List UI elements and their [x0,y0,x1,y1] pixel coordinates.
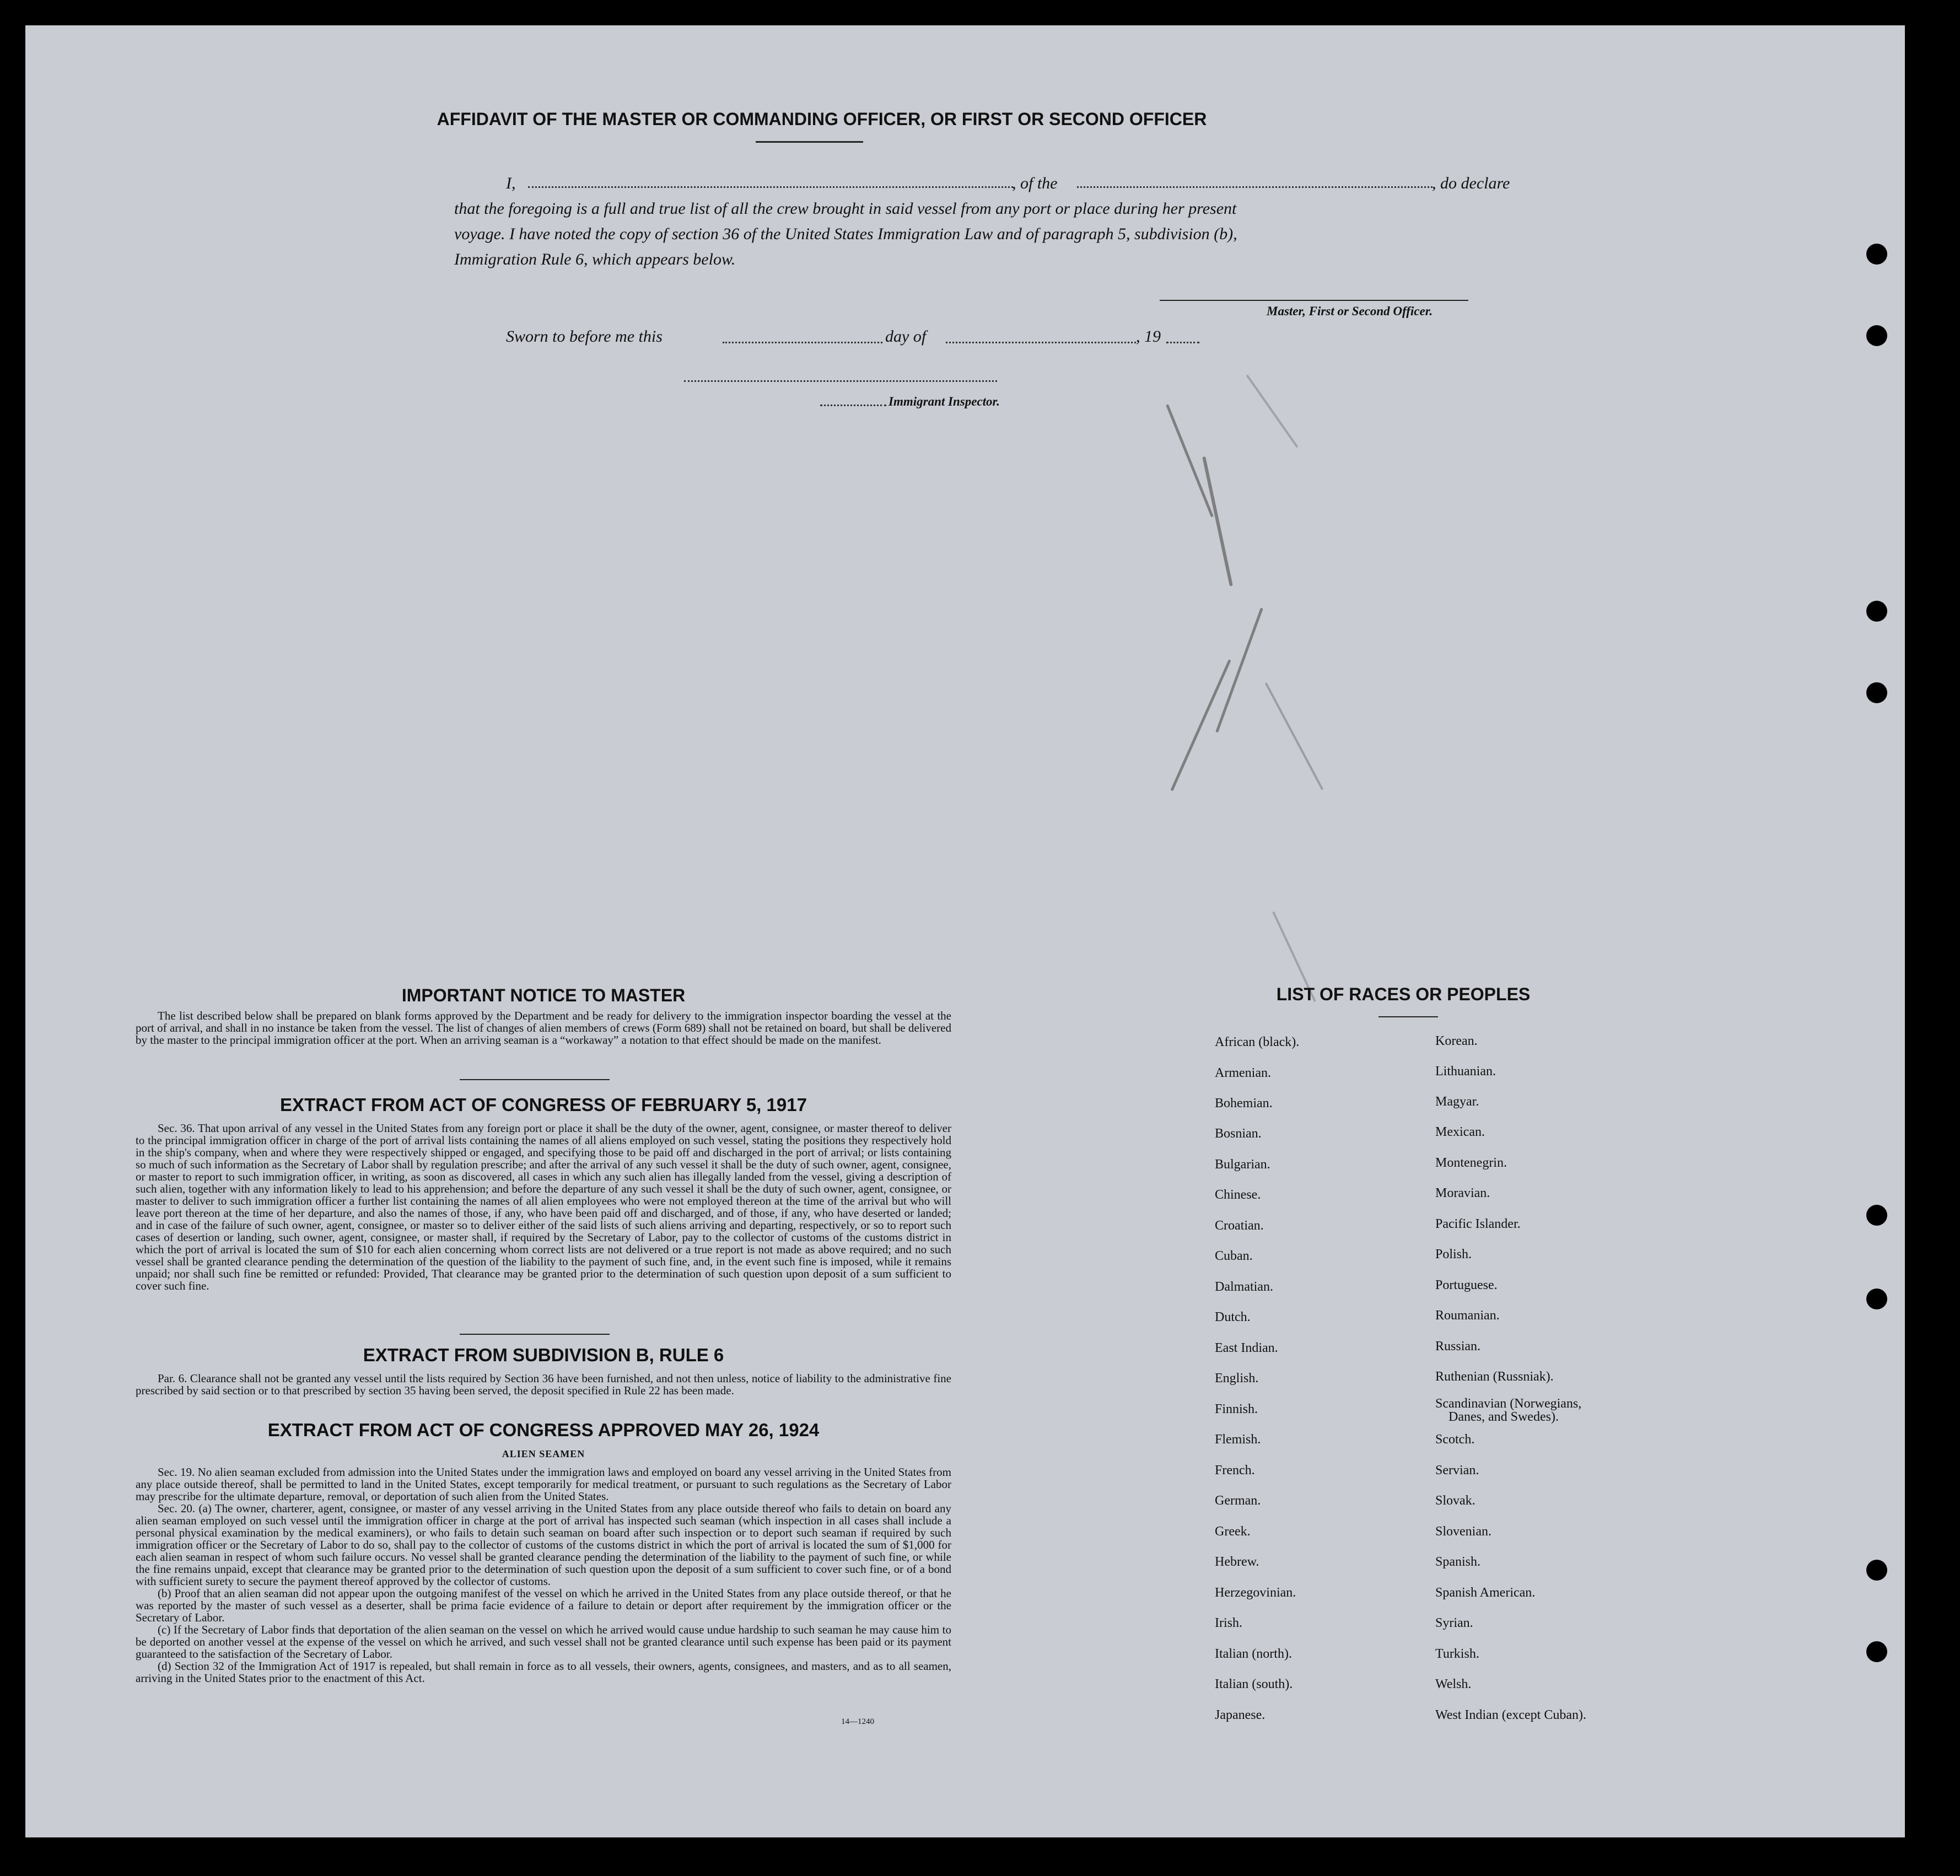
race-item: Scandinavian (Norwegians, [1435,1397,1582,1411]
race-item: Magyar. [1435,1095,1479,1109]
race-item: Italian (south). [1215,1677,1293,1691]
extract-1917-divider [460,1334,610,1335]
race-item: Welsh. [1435,1677,1472,1691]
affidavit-do-declare: , do declare [1432,174,1510,192]
race-item: Italian (north). [1215,1647,1292,1661]
races-title: LIST OF RACES OR PEOPLES [1276,984,1531,1004]
extract-1924-paragraph: Sec. 20. (a) The owner, charterer, agent, consignee, or master of any vessel arriving in the United States from any place outside thereof who fails to detain on board any alien seaman employed on such vessel until the immigration officer in charge at the port of arrival has inspected such seaman (which inspection in all cases shall include a personal physical examination by the medical examiners), or who fails to detain such seaman on board after such inspection or to deport such seaman if required by such immigration officer or the Secretary of Labor to do so, shall pay to the collector of customs of the customs district in which the port of arrival is located the sum of $1,000 for each alien seaman in respect of whom such failure occurs. No vessel shall be granted clearance pending the determination of the liability to the payment of such fine, or while the fine remains unpaid, except that clearance may be granted prior to the determination of such question upon the deposit of a sum sufficient to cover such fine, or of a bond with sufficient surety to secure the payment thereof approved by the collector of customs. [136,1502,951,1588]
affidavit-line-3: voyage. I have noted the copy of section 36 of the United States Immigration Law and of paragraph 5, subdivision (b), [454,225,1237,243]
race-item: Chinese. [1215,1188,1261,1202]
race-item: Lithuanian. [1435,1064,1496,1079]
race-item: Finnish. [1215,1402,1258,1416]
day-blank [723,342,882,343]
race-item: Hebrew. [1215,1555,1259,1569]
race-item: Slovak. [1435,1494,1476,1508]
race-item: Turkish. [1435,1647,1479,1661]
race-item: Dalmatian. [1215,1280,1273,1294]
race-item: Bohemian. [1215,1096,1273,1110]
race-item: Flemish. [1215,1432,1261,1447]
notice-divider [460,1079,610,1080]
race-item: Mexican. [1435,1125,1485,1139]
master-signature-line [1160,300,1468,301]
race-item: Korean. [1435,1034,1478,1048]
affidavit-title: AFFIDAVIT OF THE MASTER OR COMMANDING OFFICER, OR FIRST OR SECOND OFFICER [437,109,1207,129]
race-item: Servian. [1435,1463,1479,1478]
extract-1917-text: Sec. 36. That upon arrival of any vessel in the United States from any foreign port or place it shall be the duty of the owner, agent, consignee, or master thereof to deliver to the principal immigration officer in charge of the port of arrival lists containing the names of all aliens employed on such vessel, stating the positions they respectively hold in the ship's company, when and where they were respectively shipped or engaged, and specifying those to be paid off and discharged in the port of arrival; or lists containing so much of such information as the Secretary of Labor shall by regulation prescribe; and after the arrival of any such vessel it shall be the duty of such owner, agent, consignee, or master to report to such immigration officer, in writing, as soon as discovered, all cases in which any such alien has illegally landed from the vessel, giving a description of such alien, together with any information likely to lead to his apprehension; and before the departure of any such vessel it shall be the duty of such owner, agent, consignee, or master to deliver to such immigration officer a further list containing the names of all alien employees who were not employed thereon at the time of the arrival but who will leave port thereon at the time of her departure, and also the names of those, if any, who have been paid off and discharged, and of those, if any, who have deserted or landed; and in case of the failure of such owner, agent, consignee, or master so to deliver either of the said lists of such aliens arriving and departing, respectively, or so to report such cases of desertion or landing, such owner, agent, consignee, or master shall, if required by the Secretary of Labor, pay to the collector of customs of the customs district in which the port of arrival is located the sum of $10 for each alien concerning whom correct lists are not delivered or a true report is not made as above required; and no such vessel shall be granted clearance pending the determination of the question of the liability to the payment of such fine, and, in the event such fine is imposed, while it remains unpaid; nor shall such fine be remitted or refunded: Provided, That clearance may be granted prior to the determination of such question upon deposit of a sum sufficient to cover such fine. [136,1122,951,1292]
month-blank [946,342,1136,343]
race-item: Dutch. [1215,1310,1251,1324]
race-item: Pacific Islander. [1435,1217,1521,1231]
race-item: Syrian. [1435,1616,1473,1630]
race-item: Herzegovinian. [1215,1586,1296,1600]
races-title-underline [1379,1016,1438,1017]
document-page [25,25,1905,1837]
race-item: Polish. [1435,1247,1472,1262]
race-item: West Indian (except Cuban). [1435,1708,1586,1722]
notice-text-block [136,1010,951,1046]
extract-1924-block [136,1466,951,1684]
name-blank [528,186,1013,188]
notice-title: IMPORTANT NOTICE TO MASTER [401,985,686,1005]
title-underline [756,141,863,143]
race-item: Danes, and Swedes). [1449,1410,1559,1424]
race-item: Moravian. [1435,1186,1490,1200]
vessel-blank [1077,186,1433,188]
year-blank [1166,342,1199,343]
extract-rule6-title: EXTRACT FROM SUBDIVISION B, RULE 6 [363,1345,724,1365]
extract-rule6-block [136,1372,951,1397]
race-item: Russian. [1435,1339,1481,1354]
master-signature-label: Master, First or Second Officer. [1267,304,1433,318]
race-item: Irish. [1215,1616,1242,1630]
race-item: Greek. [1215,1524,1251,1539]
race-item: Roumanian. [1435,1308,1500,1323]
form-number: 14—1240 [841,1717,874,1726]
inspector-label: Immigrant Inspector. [889,395,1000,408]
race-item: English. [1215,1371,1259,1386]
race-item: Armenian. [1215,1066,1271,1080]
extract-rule6-text: Par. 6. Clearance shall not be granted any vessel until the lists required by Section 36 have been furnished, and not then unless, notice of liability to the administrative fine prescribed by said section or to that prescribed by section 35 having been served, the deposit specified in Rule 22 has been made. [136,1372,951,1397]
extract-1924-paragraph: (d) Section 32 of the Immigration Act of 1917 is repealed, but shall remain in force as to all vessels, their owners, agents, consignees, and masters, and as to all seamen, arriving in the United States prior to the enactment of this Act. [136,1659,951,1685]
race-item: East Indian. [1215,1341,1278,1355]
extract-1924-paragraph: (b) Proof that an alien seaman did not appear upon the outgoing manifest of the vessel on which he arrived in the United States from any place outside thereof, or that he was reported by the master of such vessel as a deserter, shall be prima facie evidence of a failure to detain or deport after requirement by the immigration officer or the Secretary of Labor. [136,1587,951,1624]
inspector-signature-line [684,380,997,382]
notice-text: The list described below shall be prepared on blank forms approved by the Department and be ready for delivery to the immigration inspector boarding the vessel at the port of arrival, and shall in no instance be taken from the vessel. The list of changes of alien members of crews (Form 689) shall not be retained on board, but shall be delivered by the master to the principal immigration officer at the port. When an arriving seaman is a “workaway” a notation to that effect should be made on the manifest. [136,1009,951,1047]
race-item: Ruthenian (Russniak). [1435,1370,1554,1384]
extract-1924-paragraph: (c) If the Secretary of Labor finds that deportation of the alien seaman on the vessel on which he arrived would cause undue hardship to such seaman he may cause him to be deported on another vessel at the expense of the vessel on which he arrived, and such vessel shall not be granted clearance until such expense has been paid or its payment guaranteed to the satisfaction of the Secretary of Labor. [136,1623,951,1661]
race-item: French. [1215,1463,1255,1478]
affidavit-i: I, [506,174,516,192]
extract-1924-paragraph: Sec. 19. No alien seaman excluded from admission into the United States under the immigration laws and employed on board any vessel arriving in the United States from any place outside thereof, shall be permitted to land in the United States, except temporarily for medical treatment, or pursuant to such regulations as the Secretary of Labor may prescribe for the ultimate departure, removal, or deportation of such alien from the United States. [136,1465,951,1503]
race-item: Spanish. [1435,1555,1481,1569]
affidavit-line-4: Immigration Rule 6, which appears below. [454,250,736,268]
race-item: Croatian. [1215,1219,1264,1233]
extract-1917-block [136,1122,951,1292]
race-item: Montenegrin. [1435,1156,1507,1170]
race-item: Bosnian. [1215,1126,1262,1141]
race-item: Spanish American. [1435,1586,1536,1600]
sworn-to-text: Sworn to before me this [506,327,663,346]
year-prefix: , 19 [1136,327,1161,346]
race-item: German. [1215,1494,1261,1508]
race-item: Cuban. [1215,1249,1253,1263]
inspector-label-lead [820,405,886,406]
race-item: Scotch. [1435,1432,1475,1447]
affidavit-line-2: that the foregoing is a full and true list of all the crew brought in said vessel from any port or place during her present [454,200,1237,218]
race-item: Bulgarian. [1215,1157,1270,1172]
extract-1917-title: EXTRACT FROM ACT OF CONGRESS OF FEBRUARY 5, 1917 [280,1095,807,1115]
race-item: Japanese. [1215,1708,1266,1722]
race-item: Slovenian. [1435,1524,1491,1539]
race-item: Portuguese. [1435,1278,1498,1292]
extract-1924-subtitle: ALIEN SEAMEN [502,1448,585,1459]
affidavit-of-the: , of the [1012,174,1058,192]
day-of-text: day of [885,327,927,346]
extract-1924-title: EXTRACT FROM ACT OF CONGRESS APPROVED MAY 26, 1924 [267,1420,820,1440]
race-item: African (black). [1215,1035,1300,1049]
